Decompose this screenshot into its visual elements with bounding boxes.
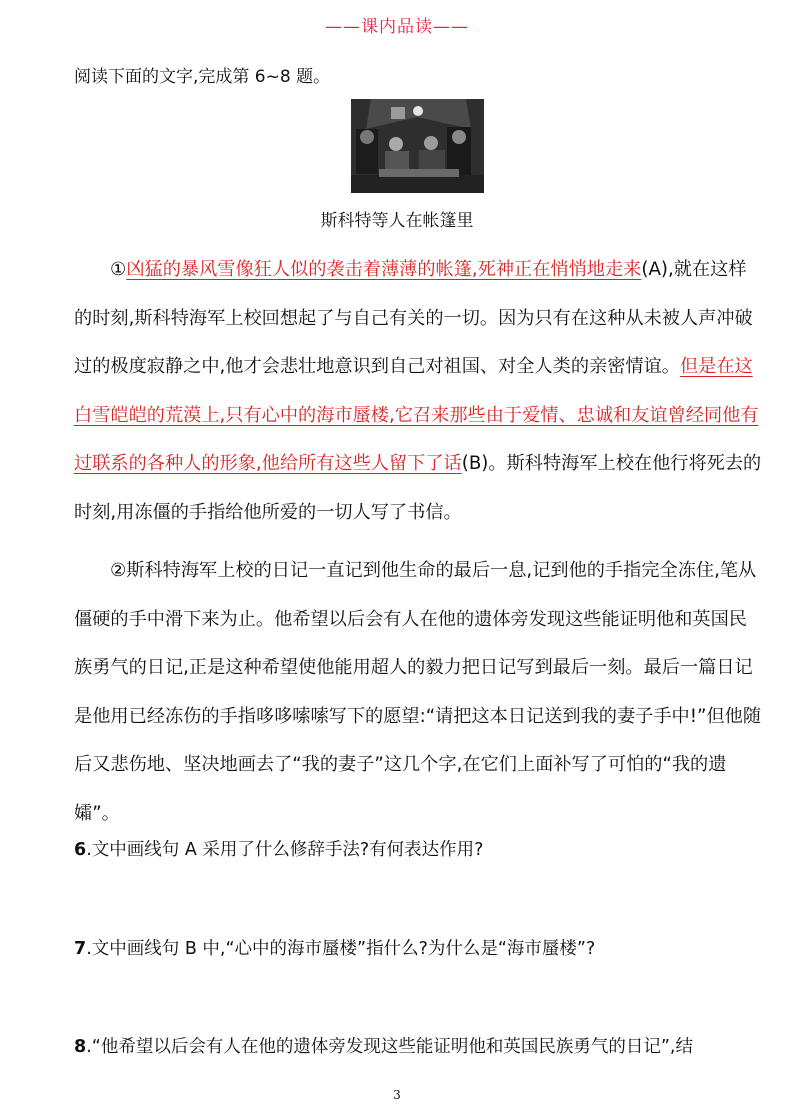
question-8-number: 8 xyxy=(74,1037,87,1057)
tent-photo xyxy=(351,99,484,193)
paragraph-2-text: ②斯科特海军上校的日记一直记到他生命的最后一息,记到他的手指完全冻住,笔从僵硬的手中滑下来为止。他希望以后会有人在他的遗体旁发现这些能证明他和英国民族勇气的日记,正是这种希望使他能用超人的毅力把日记写到最后一刻。最后一篇日记是他用已经冻伤的手指哆哆嗦嗦写下的愿望:“请把这本日记送到我的妻子手中!”但他随后又悲伤地、坚决地画去了“我的妻子”这几个字,在它们上面补写了可怕的“我的遗孀”。 xyxy=(74,560,762,824)
paragraph-1 xyxy=(74,246,764,537)
question-6-text: .文中画线句 A 采用了什么修辞手法?有何表达作用? xyxy=(86,840,484,860)
photo-caption: 斯科特等人在帐篷里 xyxy=(320,211,474,231)
page-number: 3 xyxy=(393,1088,401,1102)
question-6 xyxy=(74,836,483,861)
paragraph-2 xyxy=(74,547,764,838)
question-8-text: .“他希望以后会有人在他的遗体旁发现这些能证明他和英国民族勇气的日记”,结 xyxy=(86,1037,693,1057)
question-7 xyxy=(74,935,595,960)
paragraph-1-marker: ① xyxy=(110,259,127,280)
reading-instruction: 阅读下面的文字,完成第 6~8 题。 xyxy=(74,67,331,87)
paragraph-1-text-b: (B)。斯科特海军上校在他行将死去的时刻,用冻僵的手指给他所爱的一切人写了书信。 xyxy=(74,453,762,523)
underlined-sentence-a: 凶猛的暴风雪像狂人似的袭击着薄薄的帐篷,死神正在悄悄地走来 xyxy=(126,259,642,280)
question-7-text: .文中画线句 B 中,“心中的海市蜃楼”指什么?为什么是“海市蜃楼”? xyxy=(86,939,596,959)
question-8 xyxy=(74,1033,693,1058)
question-6-number: 6 xyxy=(74,840,87,860)
paragraph-1-text-a: (A),就在这样的时刻,斯科特海军上校回想起了与自己有关的一切。因为只有在这种从未被人声冲破过的极度寂静之中,他才会悲壮地意识到自己对祖国、对全人类的亲密情谊。 xyxy=(74,259,753,377)
underlined-sentence-b: 但是在这白雪皑皑的荒漠上,只有心中的海市蜃楼,它召来那些由于爱情、忠诚和友谊曾经同他有过联系的各种人的形象,他给所有这些人留下了话 xyxy=(74,356,759,474)
question-7-number: 7 xyxy=(74,939,87,959)
photo-illustration xyxy=(351,99,484,193)
section-header: ——课内品读—— xyxy=(325,17,469,37)
